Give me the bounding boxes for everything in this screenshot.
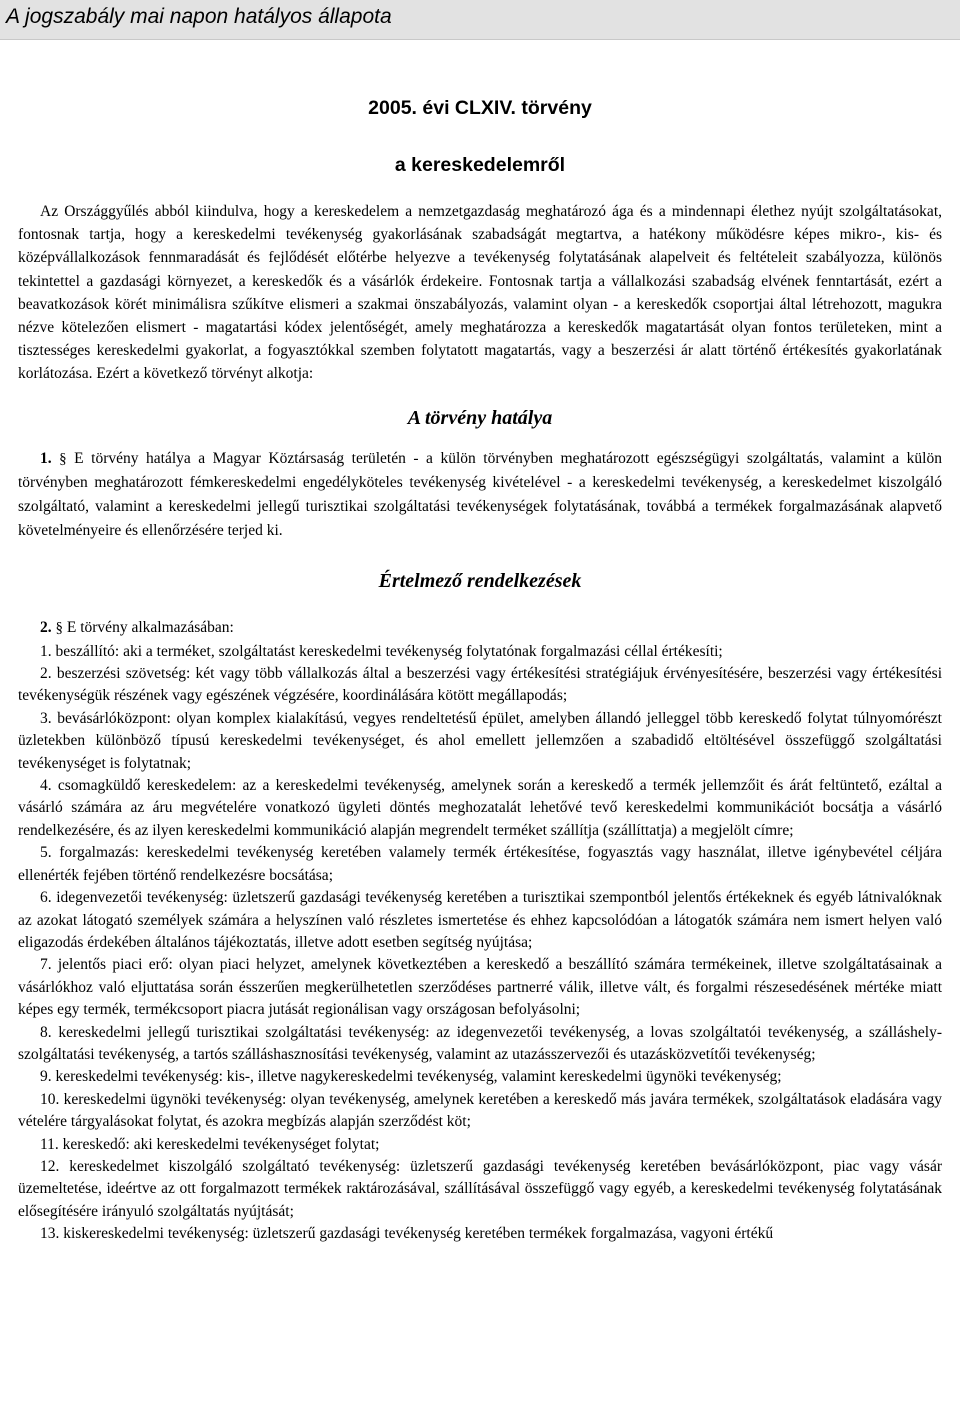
section-heading-scope: A törvény hatálya (407, 406, 553, 429)
section-sign-icon[interactable]: § (55, 620, 63, 637)
law-subtitle: a kereskedelemről (394, 154, 566, 176)
list-item: 6. idegenvezetői tevékenység: üzletszerű gazdasági tevékenység keretében a turisztikai szempontból jelentős értékeknek és egyéb látnivalóknak az azokat látogató személyek számára a helyszínen való részletes ismertetése és ehhez kapcsolódóan a látogatók számára nem ismert helyen való eligazodás érdekében általános tájékoztatás, illetve adott esetben segítség nyújtása; (18, 889, 942, 951)
section-text: E törvény hatálya a Magyar Köztársaság területén - a külön törvényben meghatározott egészségügyi szolgáltatás, valamint a külön törvényben meghatározott fémkereskedelmi engedélyköteles tevékenység kivételével - a kereskedelmi tevékenység, a kereskedelmet kiszolgáló szolgáltató, valamint a kereskedelmi jellegű turisztikai szolgáltatási tevékenységek folytatásának, továbbá a termékek forgalmazásának alapvető követelményeire és ellenőrzésére terjed ki. (18, 449, 942, 540)
document-body (0, 95, 960, 1246)
list-item: 11. kereskedő: aki kereskedelmi tevékenységet folytat; (40, 1135, 380, 1153)
section-number: 2. (40, 619, 52, 637)
list-item: 13. kiskereskedelmi tevékenység: üzletszerű gazdasági tevékenység keretében termékek forgalmazása, vagyoni értékű (40, 1225, 774, 1243)
list-item: 1. beszállító: aki a terméket, szolgáltatást kereskedelmi tevékenység folytatónak forgalmazási céllal értékesíti; (40, 642, 723, 660)
status-banner: A jogszabály mai napon hatályos állapota (0, 0, 960, 40)
section-number: 1. (40, 449, 52, 467)
section-heading-definitions: Értelmező rendelkezések (378, 570, 582, 593)
definitions-list (18, 641, 942, 1246)
section-2-paragraph (18, 616, 942, 640)
list-item: 7. jelentős piaci erő: olyan piaci helyzet, amelynek következtében a kereskedő a beszállító számára termékeinek, illetve szolgáltatásainak a vásárlókhoz való eljuttatása során ésszerűen megkerülhetetlen szerződéses partnerré válik, illetve vált, és forgalmi részesedésének mértéke miatt képes egy termék, termékcsoport piacra jutását regionálisan vagy országosan befolyásolni; (18, 956, 942, 1019)
list-item: 8. kereskedelmi jellegű turisztikai szolgáltatási tevékenység: az idegenvezetői tevékenység, a lovas szolgáltatói tevékenység, a szálláshely-szolgáltatási tevékenység, a tartós szálláshasznosítási tevékenység, valamint az utazásszervezői és utazásközvetítői tevékenység; (18, 1023, 942, 1063)
list-item: 9. kereskedelmi tevékenység: kis-, illetve nagykereskedelmi tevékenység, valamint kereskedelmi ügynöki tevékenység; (40, 1068, 782, 1086)
list-item: 2. beszerzési szövetség: két vagy több vállalkozás által a beszerzési vagy értékesítési stratégiájuk érvényesítésére, beszerzési vagy értékesítési tevékenységük részének vagy egészének végzésére, koordinálására kötött megállapodás; (18, 665, 942, 705)
section-1-paragraph (18, 447, 942, 544)
list-item: 5. forgalmazás: kereskedelmi tevékenység keretében valamely termék értékesítése, fogyasztás vagy használat, illetve igénybevétel céljára ellenérték fejében történő rendelkezésre bocsátása; (18, 844, 942, 884)
law-title: 2005. évi CLXIV. törvény (368, 97, 592, 119)
section-sign-icon[interactable]: § (59, 450, 67, 467)
list-item: 4. csomagküldő kereskedelem: az a kereskedelmi tevékenység, amelynek során a kereskedő a termék jellemzőit és árát feltüntető, ezáltal a vásárló számára az áru megvételére vonatkozó ügyleti döntés meghozatalát lehetővé tevő kereskedelmi kommunikációt bocsátja a vásárló rendelkezésére, és az ilyen kereskedelmi kommunikáció alapján megrendelt terméket szállítja (szállíttatja) a megjelölt címre; (18, 777, 942, 839)
section-text: E törvény alkalmazásában: (66, 619, 234, 637)
list-item: 10. kereskedelmi ügynöki tevékenység: olyan tevékenység, amelynek keretében a kereskedő más javára termékek, szolgáltatások eladására vagy vételére tárgyalásokat folytat, és azokra megbízás alapján szerződést köt; (18, 1090, 942, 1131)
list-item: 3. bevásárlóközpont: olyan komplex kialakítású, vegyes rendeltetésű épület, amelyben állandó jelleggel több kereskedő folytat túlnyomórészt üzletekben különböző típusú kereskedelmi tevékenységet, és ahol emellett jellemzően a szabadidő eltöltésével összefüggő szolgáltatási tevékenységet is folytatnak; (18, 709, 942, 772)
preamble: Az Országgyűlés abból kiindulva, hogy a kereskedelem a nemzetgazdaság meghatározó ága és a mindennapi élethez nyújt szolgáltatásokat, fontosnak tartja, hogy a kereskedelmi tevékenység gyakorlásának szabadságát megtartva, a hatékony működésre képes mikro-, kis- és középvállalkozások fennmaradását és fejlődését előtérbe helyezve a tevékenység folytatásának alapelveit és feltételeit szabályozza, különös tekintettel a gazdasági környezet, a kereskedők és a vásárlók érdekeire. Fontosnak tartja a vállalkozási szabadság elvének fenntartását, ezért a beavatkozások körét minimálisra szűkítve elismeri a szakmai önszabályozás, valamint olyan - a kereskedők csoportjai által létrehozott, magukra nézve kötelezően elismert - magatartási kódex jelentőségét, amely meghatározza a kereskedők magatartását olyan fontos területeken, mint a tisztességes kereskedelmi gyakorlat, a fogyasztókkal szemben folytatott magatartás, vagy a beszerzési ár alatt történő értékesítés gyakorlatának korlátozása. Ezért a következő törvényt alkotja: (18, 203, 942, 383)
list-item: 12. kereskedelmet kiszolgáló szolgáltató tevékenység: üzletszerű gazdasági tevékenység keretében bevásárlóközpont, piac vagy vásár üzemeltetése, ideértve az ott forgalmazott termékek raktározásával, szállításával összefüggő vagy egyéb, a kereskedelmi tevékenység folytatásának elősegítésére irányuló szolgáltatás nyújtását; (18, 1157, 942, 1220)
